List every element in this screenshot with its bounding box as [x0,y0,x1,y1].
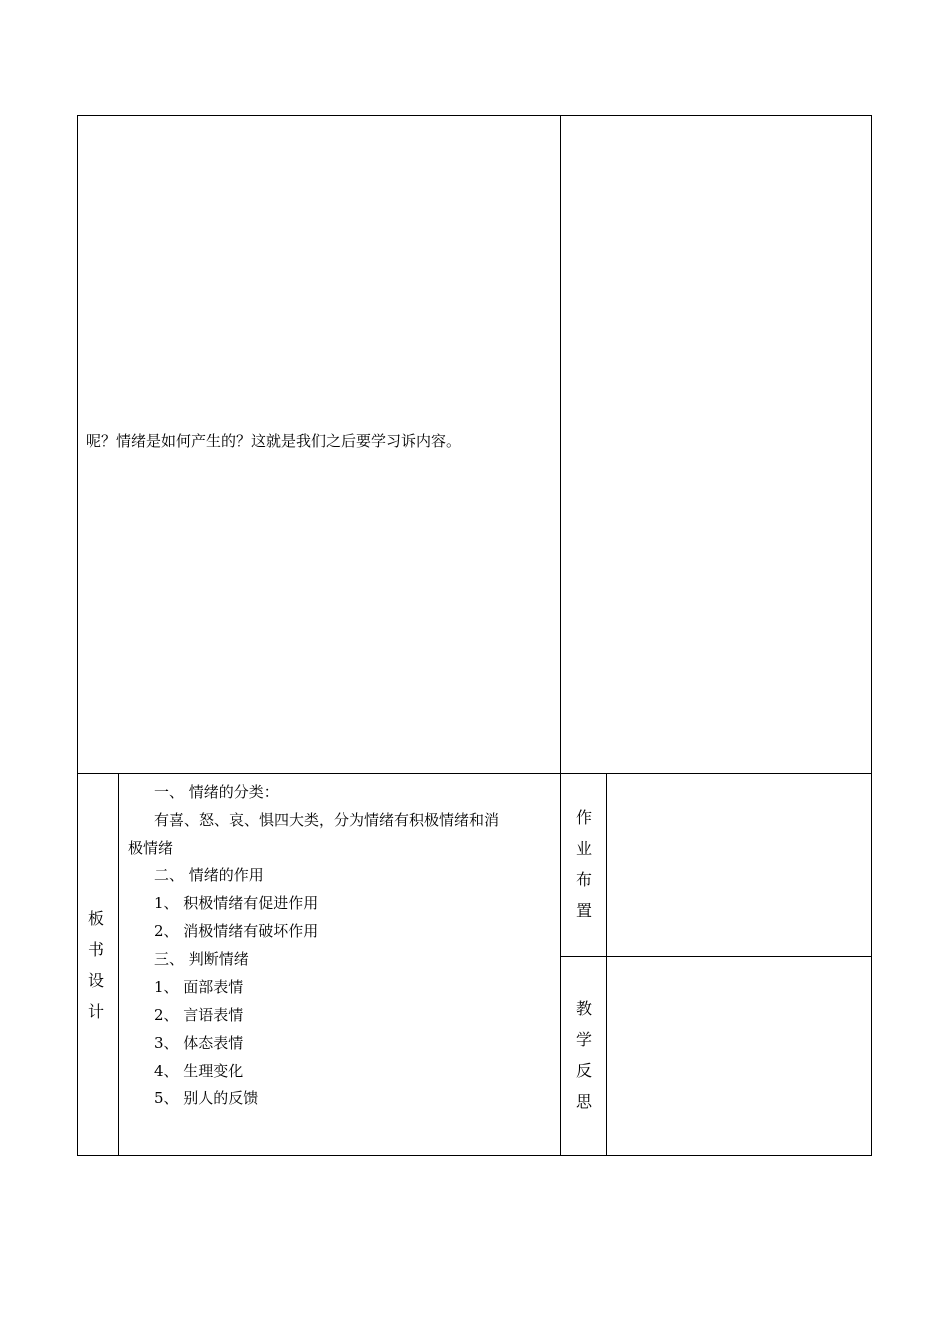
table-border-right [871,115,872,1156]
board-line: 二、 情绪的作用 [154,866,264,884]
reflection-label-char: 反 [575,1061,592,1080]
board-line: 5、 别人的反馈 [154,1089,259,1107]
reflection-label-char: 教 [575,999,592,1018]
lesson-process-text: 呢？情绪是如何产生的？这就是我们之后要学习诉内容。 [86,432,462,450]
board-line: 三、 判断情绪 [154,950,249,968]
reflection-label [569,993,599,1117]
homework-label-char: 布 [575,870,592,889]
reflection-label-char: 学 [575,1030,592,1049]
board-design-label-char: 板 [87,909,104,928]
board-line: 1、 面部表情 [154,978,244,996]
board-design-label [81,903,111,1027]
board-design-label-char: 设 [87,971,104,990]
side-label-divider [606,773,607,1156]
homework-label-char: 作 [575,808,592,827]
board-line: 2、 言语表情 [154,1006,244,1024]
board-label-divider [118,773,119,1156]
homework-label-char: 置 [575,901,592,920]
board-design-label-char: 计 [87,1002,104,1021]
board-line: 极情绪 [128,839,174,857]
table-border-top [77,115,872,116]
table-border-middle [77,773,872,774]
board-line: 有喜、怒、哀、惧四大类，分为情绪有积极情绪和消 [154,811,500,829]
board-line: 一、 情绪的分类： [154,783,279,801]
board-line: 1、 积极情绪有促进作用 [154,894,319,912]
board-line: 3、 体态表情 [154,1034,244,1052]
table-border-left [77,115,78,1156]
board-design-label-char: 书 [87,940,104,959]
homework-label-char: 业 [575,839,592,858]
board-line: 4、 生理变化 [154,1062,244,1080]
homework-label [569,802,599,926]
reflection-label-char: 思 [575,1092,592,1111]
table-border-bottom [77,1155,872,1156]
board-line: 2、 消极情绪有破坏作用 [154,922,319,940]
column-divider [560,115,561,1156]
